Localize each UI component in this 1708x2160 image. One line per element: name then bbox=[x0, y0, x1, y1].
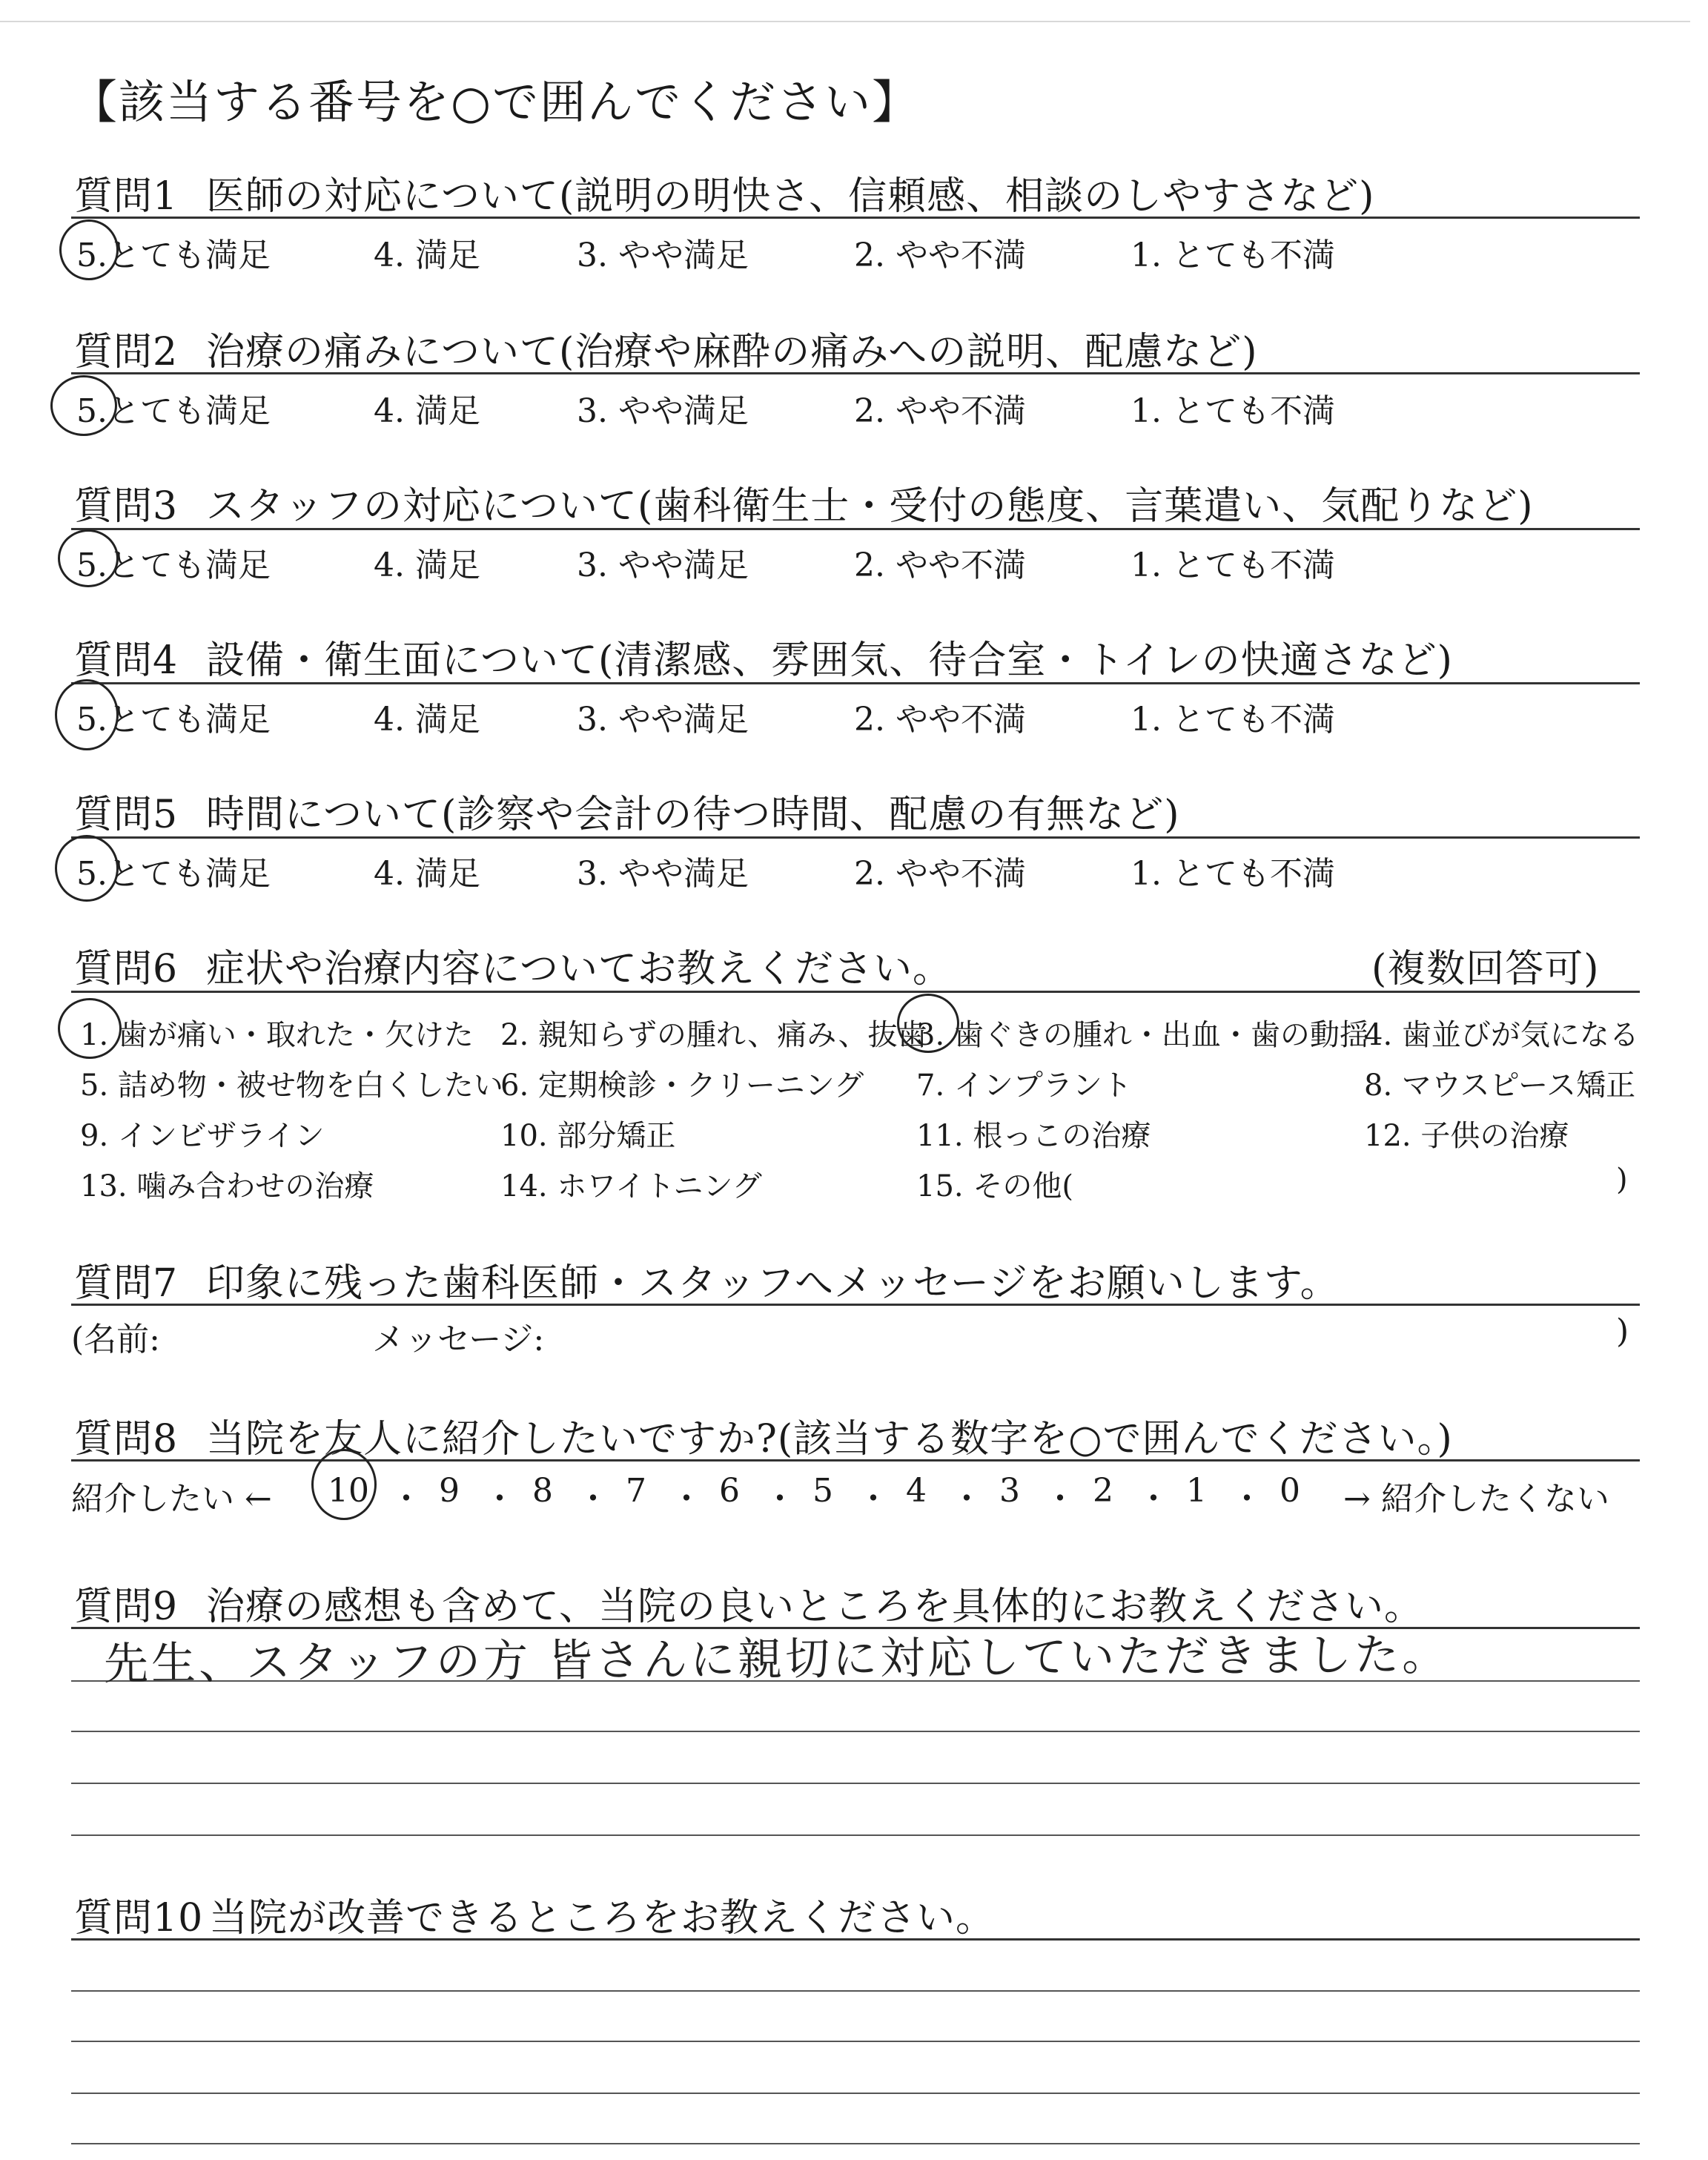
symptom-option-3[interactable]: 3. 歯ぐきの腫れ・出血・歯の動揺 bbox=[916, 1018, 1369, 1052]
question-text: 症状や治療内容についてお教えください。 bbox=[206, 947, 952, 991]
selection-circle bbox=[59, 219, 119, 280]
rating-option-3[interactable]: 3. やや満足 bbox=[577, 392, 749, 430]
symptom-option-15[interactable]: 15. その他( bbox=[916, 1169, 1073, 1203]
rating-option-4[interactable]: 4. 満足 bbox=[374, 701, 480, 739]
question-text: 医師の対応について(説明の明快さ、信頼感、相談のしやすさなど) bbox=[206, 174, 1375, 219]
rating-option-1[interactable]: 1. とても不満 bbox=[1131, 701, 1335, 739]
rating-option-3[interactable]: 3. やや満足 bbox=[577, 546, 749, 584]
question-rule bbox=[71, 372, 1640, 374]
symptom-option-14[interactable]: 14. ホワイトニング bbox=[500, 1169, 762, 1203]
symptom-option-13[interactable]: 13. 噛み合わせの治療 bbox=[80, 1169, 374, 1203]
rating-option-3[interactable]: 3. やや満足 bbox=[577, 855, 749, 893]
rating-option-4[interactable]: 4. 満足 bbox=[374, 392, 480, 430]
question-rule bbox=[71, 1304, 1640, 1306]
question-rule bbox=[71, 1459, 1640, 1462]
question-text: 設備・衛生面について(清潔感、雰囲気、待合室・トイレの快適さなど) bbox=[206, 638, 1453, 683]
question-rule bbox=[71, 991, 1640, 993]
name-label: (名前: bbox=[71, 1321, 160, 1358]
question-label: 質問9 bbox=[74, 1585, 179, 1629]
symptom-option-4[interactable]: 4. 歯並びが気になる bbox=[1364, 1018, 1639, 1052]
rating-option-5[interactable]: 5.とても満足 bbox=[76, 237, 271, 274]
message-close-paren: ) bbox=[1616, 1312, 1629, 1350]
symptom-option-12[interactable]: 12. 子供の治療 bbox=[1364, 1119, 1569, 1153]
page-title: 【該当する番号を○で囲んでください】 bbox=[71, 75, 920, 129]
answer-line bbox=[71, 1990, 1640, 1992]
scale-dot: ・ bbox=[390, 1480, 423, 1518]
selection-circle bbox=[58, 998, 122, 1059]
symptom-option-10[interactable]: 10. 部分矯正 bbox=[500, 1119, 676, 1153]
symptom-option-1[interactable]: 1. 歯が痛い・取れた・欠けた bbox=[80, 1018, 474, 1052]
selection-circle bbox=[897, 994, 959, 1053]
scale-dot: ・ bbox=[950, 1480, 983, 1518]
scale-right-label: → 紹介したくない bbox=[1343, 1480, 1609, 1518]
question-rule bbox=[71, 682, 1640, 684]
scale-value-9[interactable]: 9 bbox=[439, 1472, 460, 1510]
question-label: 質問5 bbox=[74, 793, 179, 837]
question-label: 質問10 bbox=[74, 1896, 204, 1941]
symptom-option-11[interactable]: 11. 根っこの治療 bbox=[916, 1119, 1151, 1153]
question-label: 質問3 bbox=[74, 484, 179, 529]
symptom-option-2[interactable]: 2. 親知らずの腫れ、痛み、抜歯 bbox=[500, 1018, 927, 1052]
question-rule bbox=[71, 836, 1640, 839]
selection-circle bbox=[55, 835, 119, 902]
other-input[interactable] bbox=[1075, 1163, 1594, 1204]
rating-option-3[interactable]: 3. やや満足 bbox=[577, 701, 749, 739]
rating-option-4[interactable]: 4. 満足 bbox=[374, 855, 480, 893]
scale-value-1[interactable]: 1 bbox=[1186, 1472, 1207, 1510]
top-border bbox=[0, 21, 1690, 22]
rating-option-1[interactable]: 1. とても不満 bbox=[1131, 855, 1335, 893]
rating-option-5[interactable]: 5.とても満足 bbox=[76, 701, 271, 739]
scale-dot: ・ bbox=[857, 1480, 890, 1518]
question-text: 当院を友人に紹介したいですか?(該当する数字を○で囲んでください。) bbox=[206, 1417, 1453, 1462]
question-text: 時間について(診察や会計の待つ時間、配慮の有無など) bbox=[206, 793, 1180, 837]
rating-option-1[interactable]: 1. とても不満 bbox=[1131, 392, 1335, 430]
scale-value-3[interactable]: 3 bbox=[999, 1472, 1020, 1510]
question-text: 印象に残った歯科医師・スタッフへメッセージをお願いします。 bbox=[206, 1261, 1340, 1306]
rating-option-3[interactable]: 3. やや満足 bbox=[577, 237, 749, 274]
question-label: 質問7 bbox=[74, 1261, 179, 1306]
symptom-option-5[interactable]: 5. 詰め物・被せ物を白くしたい bbox=[80, 1069, 503, 1103]
rating-option-5[interactable]: 5.とても満足 bbox=[76, 855, 271, 893]
question-text: スタッフの対応について(歯科衛生士・受付の態度、言葉遣い、気配りなど) bbox=[206, 484, 1534, 529]
question-rule bbox=[71, 217, 1640, 219]
question-rule bbox=[71, 1938, 1640, 1941]
scale-dot: ・ bbox=[764, 1480, 796, 1518]
symptom-option-9[interactable]: 9. インビザライン bbox=[80, 1119, 325, 1153]
rating-option-2[interactable]: 2. やや不満 bbox=[854, 546, 1026, 584]
selection-circle bbox=[55, 679, 119, 750]
answer-line bbox=[71, 2093, 1640, 2094]
question-text: 当院が改善できるところをお教えください。 bbox=[209, 1896, 996, 1941]
question-label: 質問1 bbox=[74, 174, 179, 219]
rating-option-2[interactable]: 2. やや不満 bbox=[854, 855, 1026, 893]
rating-option-2[interactable]: 2. やや不満 bbox=[854, 701, 1026, 739]
rating-option-1[interactable]: 1. とても不満 bbox=[1131, 546, 1335, 584]
scale-value-0[interactable]: 0 bbox=[1280, 1472, 1300, 1510]
rating-option-5[interactable]: 5.とても満足 bbox=[76, 546, 271, 584]
question-text: 治療の感想も含めて、当院の良いところを具体的にお教えください。 bbox=[206, 1585, 1423, 1629]
scale-value-8[interactable]: 8 bbox=[532, 1472, 553, 1510]
rating-option-4[interactable]: 4. 満足 bbox=[374, 237, 480, 274]
selection-circle bbox=[58, 529, 119, 587]
scale-dot: ・ bbox=[1231, 1480, 1263, 1518]
symptom-option-8[interactable]: 8. マウスピース矯正 bbox=[1364, 1069, 1636, 1103]
scale-dot: ・ bbox=[670, 1480, 703, 1518]
question-label: 質問4 bbox=[74, 638, 179, 683]
scale-value-4[interactable]: 4 bbox=[906, 1472, 927, 1510]
symptom-option-6[interactable]: 6. 定期検診・クリーニング bbox=[500, 1069, 864, 1103]
answer-line bbox=[71, 2041, 1640, 2042]
recommend-scale bbox=[71, 1472, 1628, 1516]
scale-value-5[interactable]: 5 bbox=[812, 1472, 833, 1510]
message-label: メッセージ: bbox=[372, 1321, 545, 1358]
answer-line bbox=[71, 2143, 1640, 2144]
question-label: 質問8 bbox=[74, 1417, 179, 1462]
scale-left-label: 紹介したい ← bbox=[71, 1480, 272, 1518]
scale-dot: ・ bbox=[1137, 1480, 1170, 1518]
scale-dot: ・ bbox=[577, 1480, 609, 1518]
scale-value-7[interactable]: 7 bbox=[626, 1472, 646, 1510]
selection-circle bbox=[50, 375, 117, 436]
answer-line bbox=[71, 1731, 1640, 1732]
selection-circle bbox=[311, 1449, 377, 1520]
question-text: 治療の痛みについて(治療や麻酔の痛みへの説明、配慮など) bbox=[206, 330, 1258, 374]
other-close-paren: ) bbox=[1616, 1163, 1628, 1197]
answer-line bbox=[71, 1834, 1640, 1836]
name-input[interactable] bbox=[171, 1312, 356, 1354]
scale-value-6[interactable]: 6 bbox=[719, 1472, 740, 1510]
rating-option-2[interactable]: 2. やや不満 bbox=[854, 237, 1026, 274]
question-rule bbox=[71, 528, 1640, 530]
answer-line bbox=[71, 1783, 1640, 1784]
rating-option-2[interactable]: 2. やや不満 bbox=[854, 392, 1026, 430]
scale-value-10[interactable]: 10 bbox=[328, 1472, 369, 1510]
question-label: 質問2 bbox=[74, 330, 179, 374]
handwritten-answer[interactable]: 先生、スタッフの方 皆さんに親切に対応していただきました。 bbox=[103, 1628, 1450, 1691]
question-label: 質問6 bbox=[74, 947, 179, 991]
symptom-option-7[interactable]: 7. インプラント bbox=[916, 1069, 1132, 1103]
rating-option-5[interactable]: 5.とても満足 bbox=[76, 392, 271, 430]
scale-dot: ・ bbox=[1044, 1480, 1076, 1518]
message-input[interactable] bbox=[556, 1312, 1594, 1354]
rating-option-1[interactable]: 1. とても不満 bbox=[1131, 237, 1335, 274]
multiple-answer-note: (複数回答可) bbox=[1371, 947, 1600, 991]
rating-option-4[interactable]: 4. 満足 bbox=[374, 546, 480, 584]
scale-dot: ・ bbox=[483, 1480, 516, 1518]
scale-value-2[interactable]: 2 bbox=[1093, 1472, 1113, 1510]
